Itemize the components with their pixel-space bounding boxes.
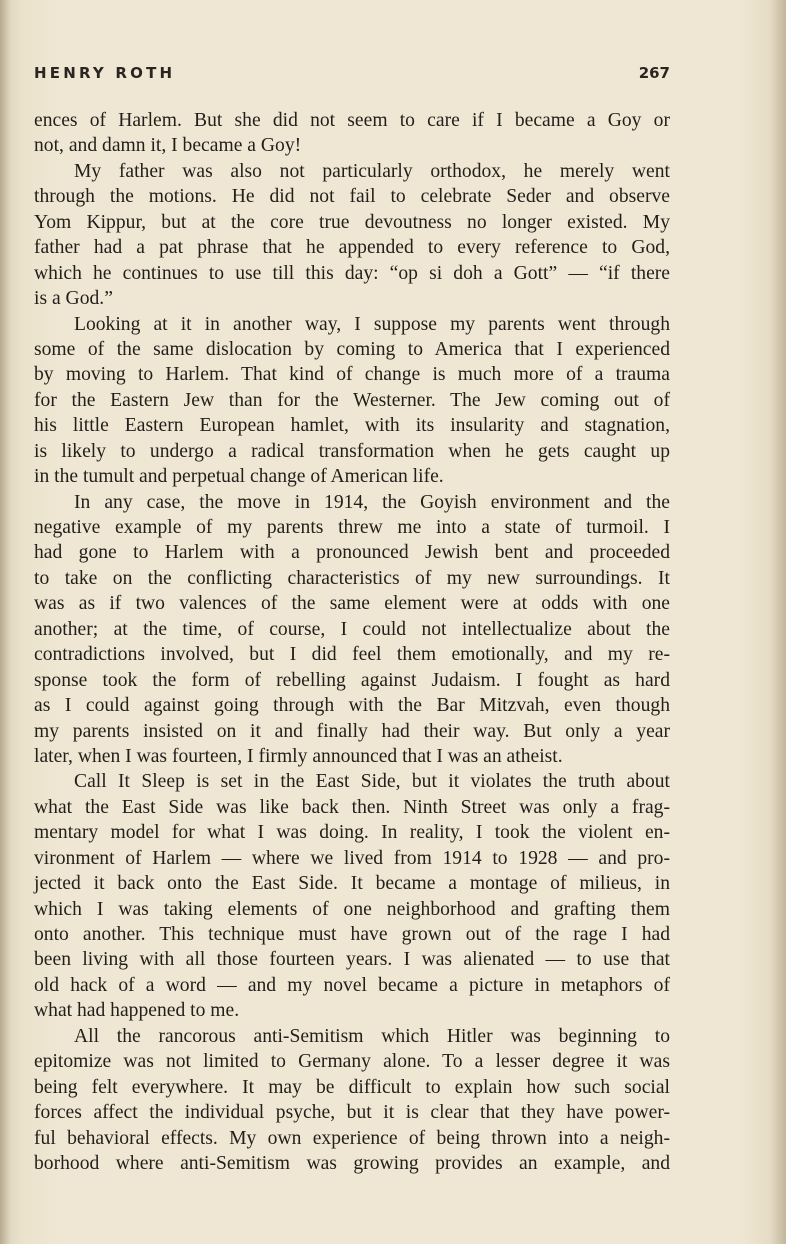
text-line: what the East Side was like back then. Ninth Street was only a frag- <box>34 796 670 818</box>
text-line: contradictions involved, but I did feel them emotionally, and my re- <box>34 644 670 666</box>
running-head-title: HENRY ROTH <box>34 64 176 82</box>
text-line: forces affect the individual psyche, but it is clear that they have power- <box>34 1102 670 1124</box>
page-gutter-shadow <box>0 0 10 1244</box>
text-line: which he continues to use till this day: “op si doh a Gott” — “if there <box>34 262 670 284</box>
text-line: later, when I was fourteen, I firmly announced that I was an atheist. <box>34 745 563 767</box>
text-line: onto another. This technique must have grown out of the rage I had <box>34 924 670 945</box>
text-line: jected it back onto the East Side. It became a montage of milieus, in <box>34 873 670 895</box>
text-line: ful behavioral effects. My own experience of being thrown into a neigh- <box>34 1127 670 1149</box>
page-edge-shadow <box>770 0 786 1244</box>
text-line: sponse took the form of rebelling against Judaism. I fought as hard <box>34 669 670 691</box>
text-line: Call It Sleep is set in the East Side, but it violates the truth about <box>74 771 670 793</box>
text-line: had gone to Harlem with a pronounced Jewish bent and proceeded <box>34 542 670 564</box>
text-line: is a God.” <box>34 288 113 310</box>
text-line: negative example of my parents threw me into a state of turmoil. I <box>34 517 670 538</box>
text-line: old hack of a word — and my novel became a picture in metaphors of <box>34 974 670 996</box>
running-head <box>34 64 670 88</box>
text-line: is likely to undergo a radical transformation when he gets caught up <box>34 440 670 462</box>
text-line: In any case, the move in 1914, the Goyish environment and the <box>74 491 670 513</box>
text-line: another; at the time, of course, I could not intellectualize about the <box>34 618 670 640</box>
body-text <box>34 108 670 1176</box>
text-line: Looking at it in another way, I suppose my parents went through <box>74 313 670 335</box>
text-line: being felt everywhere. It may be difficult to explain how such social <box>34 1076 670 1098</box>
text-line: mentary model for what I was doing. In reality, I took the violent en- <box>34 822 670 844</box>
text-line: in the tumult and perpetual change of American life. <box>34 466 444 488</box>
text-line: My father was also not particularly orthodox, he merely went <box>74 160 670 182</box>
page-number: 267 <box>638 64 670 82</box>
text-line: what had happened to me. <box>34 1000 240 1022</box>
text-line: ences of Harlem. But she did not seem to care if I became a Goy or <box>34 110 670 131</box>
text-line: Yom Kippur, but at the core true devoutness no longer existed. My <box>34 211 670 233</box>
text-line: which I was taking elements of one neighborhood and grafting them <box>34 898 670 920</box>
text-line: All the rancorous anti-Semitism which Hitler was beginning to <box>74 1025 670 1047</box>
text-line: borhood where anti-Semitism was growing provides an example, and <box>34 1152 670 1174</box>
text-line: epitomize was not limited to Germany alone. To a lesser degree it was <box>34 1051 670 1073</box>
text-line: was as if two valences of the same element were at odds with one <box>34 593 670 615</box>
text-line: through the motions. He did not fail to celebrate Seder and observe <box>34 186 670 208</box>
text-line: by moving to Harlem. That kind of change is much more of a trauma <box>34 364 670 386</box>
text-line: father had a pat phrase that he appended to every reference to God, <box>34 237 670 259</box>
text-line: my parents insisted on it and finally had their way. But only a year <box>34 720 670 742</box>
text-line: not, and damn it, I became a Goy! <box>34 135 302 157</box>
text-line: as I could against going through with the Bar Mitzvah, even though <box>34 695 670 717</box>
text-line: his little Eastern European hamlet, with its insularity and stagnation, <box>34 415 670 437</box>
text-line: been living with all those fourteen years. I was alienated — to use that <box>34 949 670 971</box>
text-line: for the Eastern Jew than for the Westerner. The Jew coming out of <box>34 389 670 411</box>
text-line: some of the same dislocation by coming to America that I experienced <box>34 338 670 360</box>
text-line: to take on the conflicting characteristics of my new surroundings. It <box>34 567 670 589</box>
text-line: vironment of Harlem — where we lived from 1914 to 1928 — and pro- <box>34 847 670 869</box>
